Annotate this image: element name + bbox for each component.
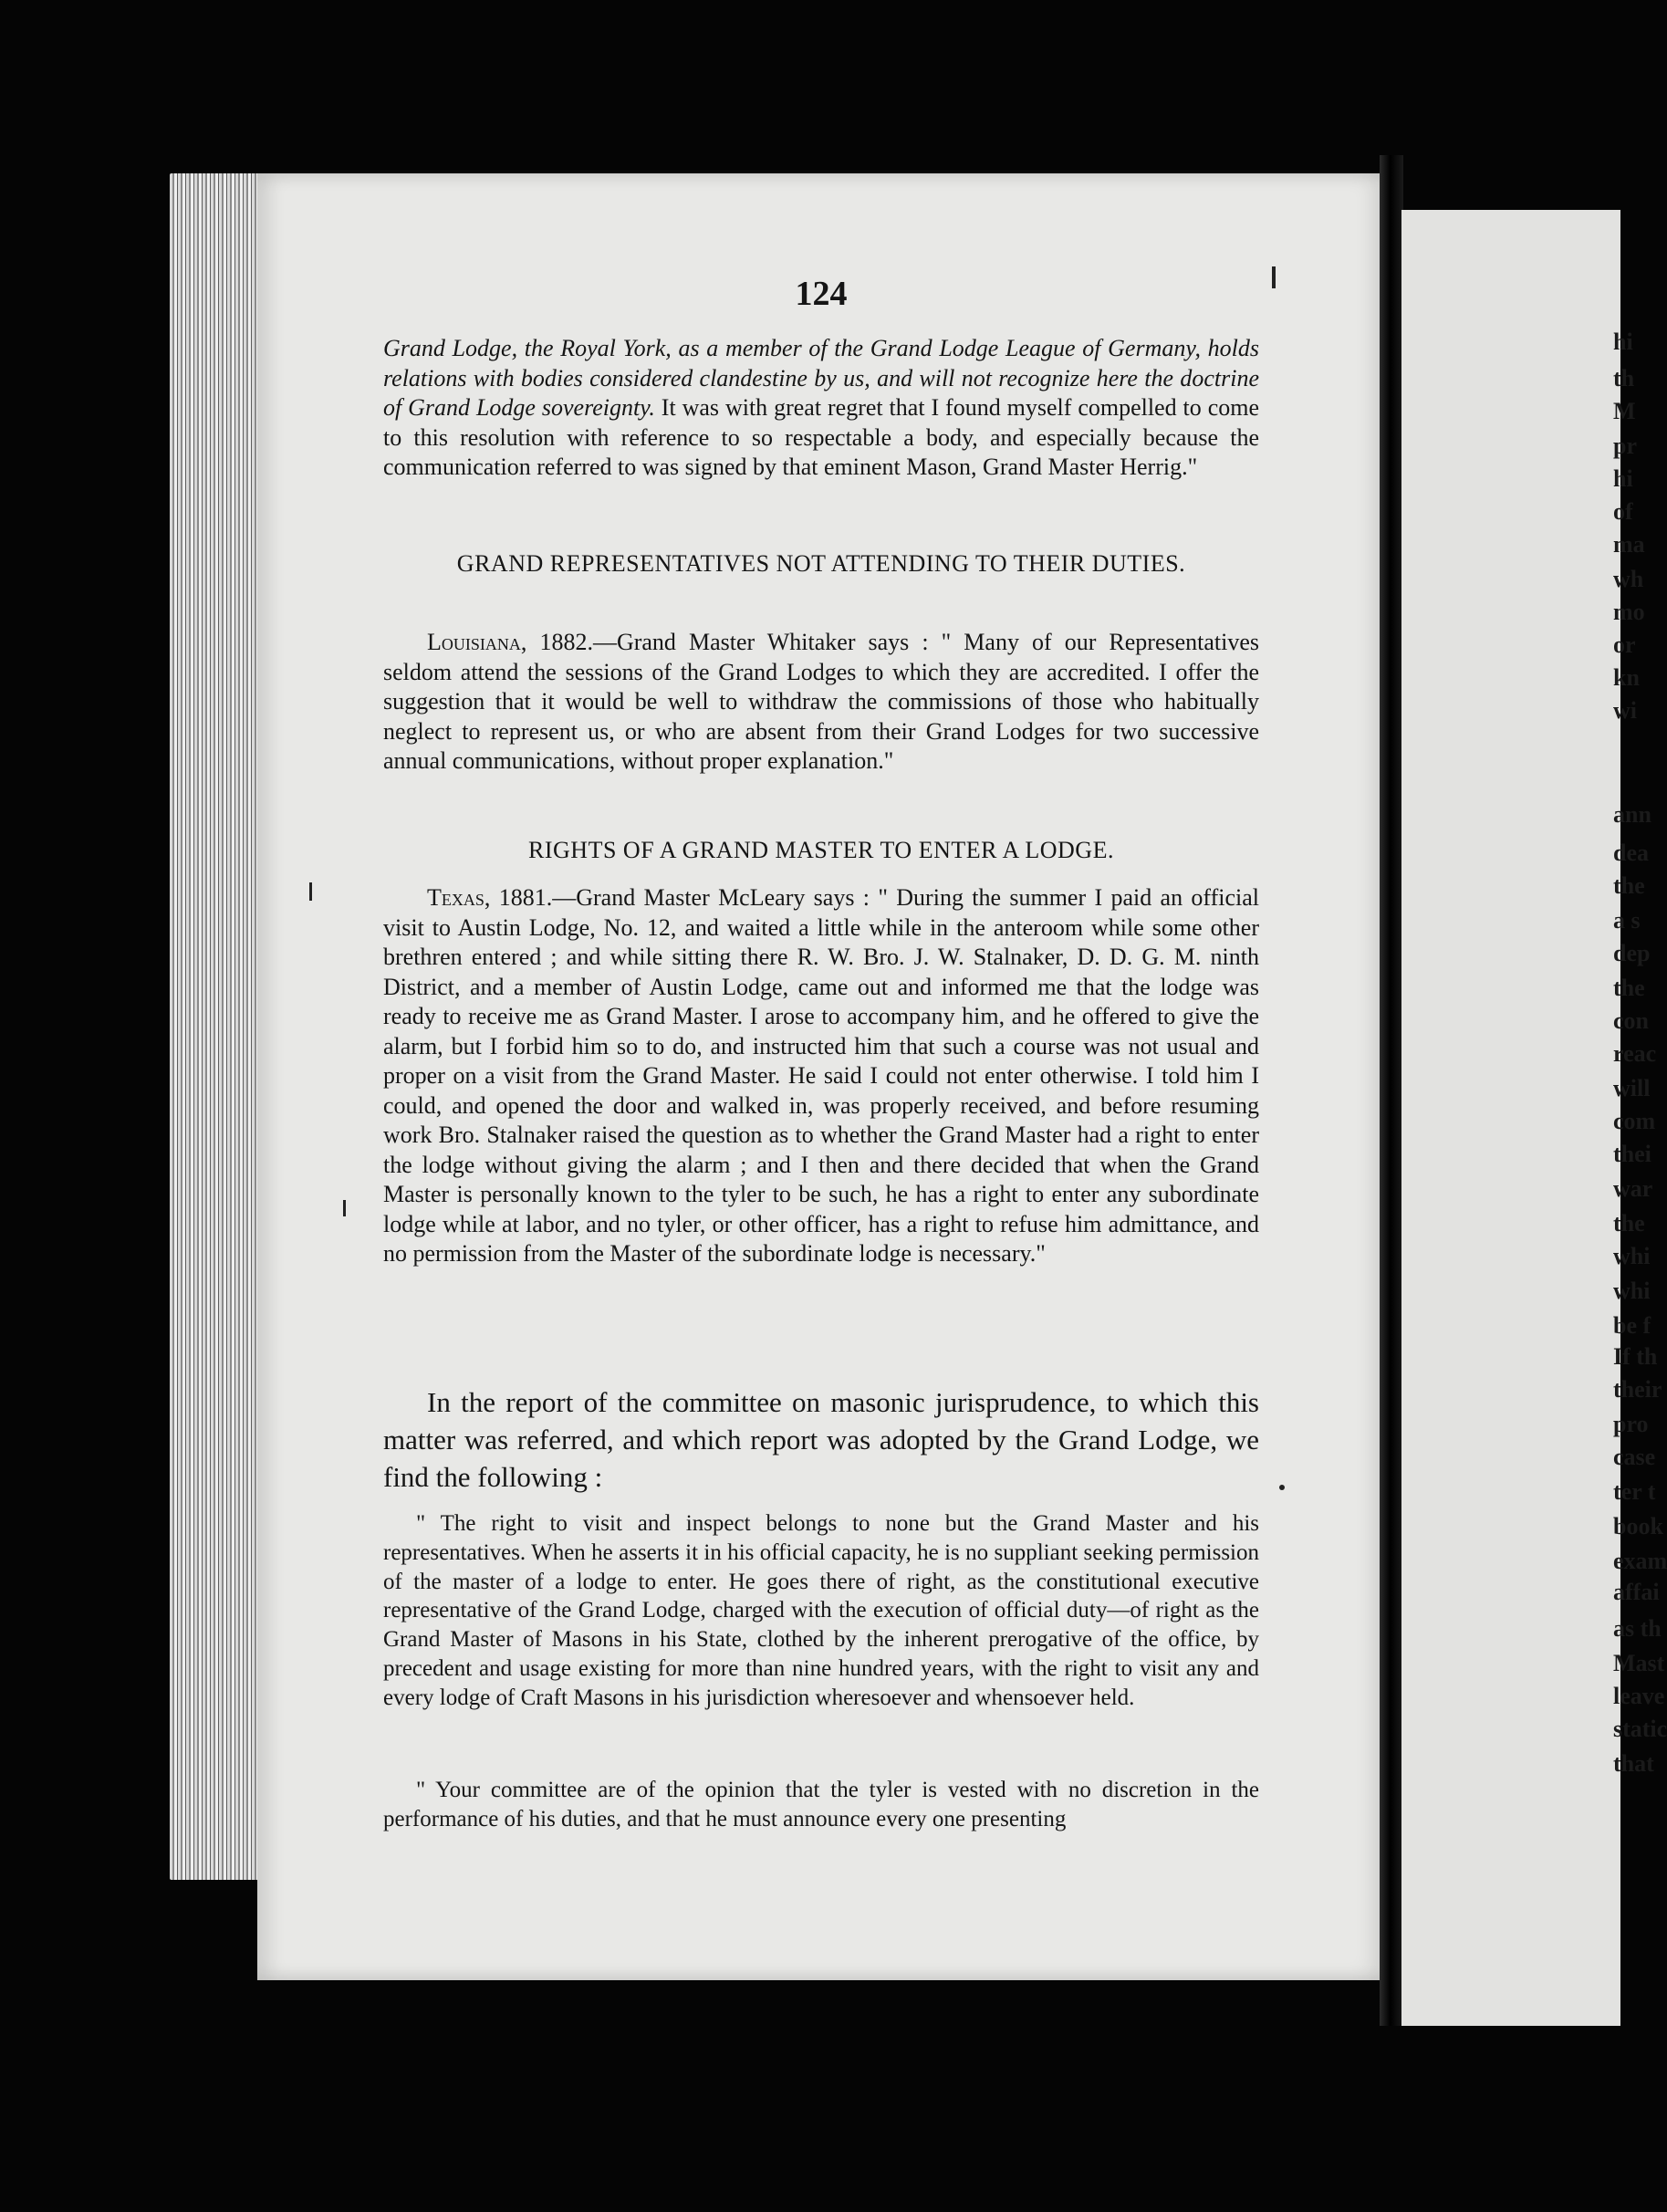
facing-page-fragment: Mast <box>1613 1650 1665 1676</box>
texas-lead: , 1881. <box>484 884 553 911</box>
facing-page-fragment: wh <box>1613 566 1644 592</box>
facing-page-fragment: that <box>1613 1750 1654 1777</box>
texas-place: Texas <box>427 884 484 911</box>
louisiana-paragraph <box>383 628 1259 777</box>
facing-page-fragment: affai <box>1613 1579 1660 1605</box>
facing-page-fragment: hi <box>1613 465 1633 492</box>
facing-page-fragment: case <box>1613 1444 1656 1470</box>
book-gutter <box>1380 155 1403 2026</box>
facing-page-fragment: the <box>1613 975 1645 1001</box>
facing-page-fragment: the <box>1613 872 1645 899</box>
facing-page-fragment: wi <box>1613 697 1637 724</box>
section-heading-rights: RIGHTS OF A GRAND MASTER TO ENTER A LODGE. <box>528 837 1114 863</box>
facing-page-fragment: a s <box>1613 907 1641 934</box>
facing-page-fragment: M <box>1613 398 1636 424</box>
louisiana-place: Louisiana <box>427 629 521 655</box>
facing-page-fragment: th <box>1613 365 1635 391</box>
facing-page-fragment: hi <box>1613 329 1633 355</box>
facing-page-fragment: If th <box>1613 1343 1658 1370</box>
louisiana-lead: , 1882. <box>520 629 593 655</box>
facing-page-fragment: be f <box>1613 1312 1651 1339</box>
facing-page <box>1401 210 1667 2026</box>
facing-page-fragment: ma <box>1613 531 1645 558</box>
facing-page-fragment: their <box>1613 1376 1662 1403</box>
facing-page-fragment: pr <box>1613 433 1637 459</box>
facing-page-fragment: dep <box>1613 940 1651 966</box>
page-edges <box>170 173 259 1880</box>
facing-page-fragment: kn <box>1613 664 1640 691</box>
facing-page-fragment: reac <box>1613 1040 1657 1067</box>
facing-page-fragment: leave <box>1613 1683 1665 1709</box>
facing-page-fragment: will <box>1613 1075 1651 1101</box>
quote-paragraph-2: " Your committee are of the opinion that the tyler is vested with no discretion in the performance of his duties, and that he must announce every one presenting <box>383 1778 1259 1831</box>
facing-page-fragment: the <box>1613 1210 1645 1236</box>
facing-page-fragment: con <box>1613 1007 1649 1034</box>
margin-mark <box>343 1200 346 1216</box>
facing-page-fragment: war <box>1613 1175 1653 1202</box>
facing-page-fragment: or <box>1613 631 1636 658</box>
section-heading-representatives: GRAND REPRESENTATIVES NOT ATTENDING TO THEIR DUTIES. <box>456 550 1186 577</box>
facing-page-fragment: pro <box>1613 1411 1649 1437</box>
facing-page-fragment: exam <box>1613 1548 1667 1574</box>
facing-page-fragment: ann <box>1613 801 1651 828</box>
facing-page-fragment: whi <box>1613 1243 1651 1269</box>
quote-paragraph-1: " The right to visit and inspect belongs to none but the Grand Master and his representatives. When he asserts it in his official capacity, he is no suppliant seeking permission of the master of a lodge to enter. He goes there of right, as the constitutional executive representative of the Grand Lodge, charged with the execution of official duty—of right as the Grand Master of Masons in his State, clothed by the inherent prerogative of the office, by precedent and usage existing for more than nine hundred years, with the right to visit any and every lodge of Craft Masons in his jurisdiction wheresoever and whensoever held. <box>383 1511 1259 1710</box>
page-number: 124 <box>795 275 848 313</box>
committee-paragraph: In the report of the committee on masonic jurisprudence, to which this matter was referred, and which report was adopted by the Grand Lodge, we find the following : <box>383 1386 1259 1493</box>
margin-mark <box>1279 1485 1285 1490</box>
margin-mark <box>309 882 312 901</box>
facing-page-fragment: thei <box>1613 1141 1651 1167</box>
facing-page-fragment: book <box>1613 1513 1663 1539</box>
facing-page-fragment: ter t <box>1613 1478 1656 1505</box>
louisiana-text: —Grand Master Whitaker says : " Many of our Representatives seldom attend the sessions of the Grand Lodges to which they are accredited. I offer the suggestion that it would be well to withdraw the commissions of those who habitually neglect to represent us, or who are absent from their Grand Lodges for two successive annual communications, without proper explanation." <box>383 629 1260 774</box>
intro-paragraph <box>383 334 1259 483</box>
intro-italic: Grand Lodge, the Royal York, as a member of the Grand Lodge League of Germany, holds relations with bodies considered clandestine by us, and will not recognize here the doctrine of Grand Lodge sovereignty. <box>383 335 1259 421</box>
facing-page-fragment: mo <box>1613 599 1645 625</box>
margin-mark <box>1272 266 1276 288</box>
facing-page-fragment: static <box>1613 1716 1667 1742</box>
facing-page-fragment: of <box>1613 498 1633 525</box>
facing-page-fragment: whi <box>1613 1278 1651 1304</box>
facing-page-fragment: dea <box>1613 840 1649 866</box>
intro-rest: It was with great regret that I found myself compelled to come to this resolution with reference to so respectable a body, and especially because the communication referred to was signed by that eminent Mason, Grand Master Herrig." <box>383 394 1260 480</box>
facing-page-fragment: as th <box>1613 1615 1662 1642</box>
texas-text: —Grand Master McLeary says : " During the summer I paid an official visit to Austin Lodge, No. 12, and waited a little while in the anteroom while some other brethren entered ; and while sitting there R. W. Bro. J. W. Stalnaker, D. D. G. M. ninth District, and a member of Austin Lodge, came out and informed me that the lodge was ready to receive me as Grand Master. I arose to accompany him, and he offered to give the alarm, but I forbid him so to do, and instructed him that such a course was not usual and proper on a visit from the Grand Master. He said I could not enter otherwise. I told him I could, and opened the door and walked in, was properly received, and before resuming work Bro. Stalnaker raised the question as to whether the Grand Master had a right to enter the lodge without giving the alarm ; and I then and there decided that when the Grand Master is personally known to the tyler to be such, he has a right to enter any subordinate lodge while at labor, and no tyler, or other officer, has a right to refuse him admittance, and no permission from the Master of the subordinate lodge is necessary." <box>383 884 1260 1267</box>
facing-page-fragment: com <box>1613 1108 1656 1134</box>
texas-paragraph <box>383 883 1259 1269</box>
